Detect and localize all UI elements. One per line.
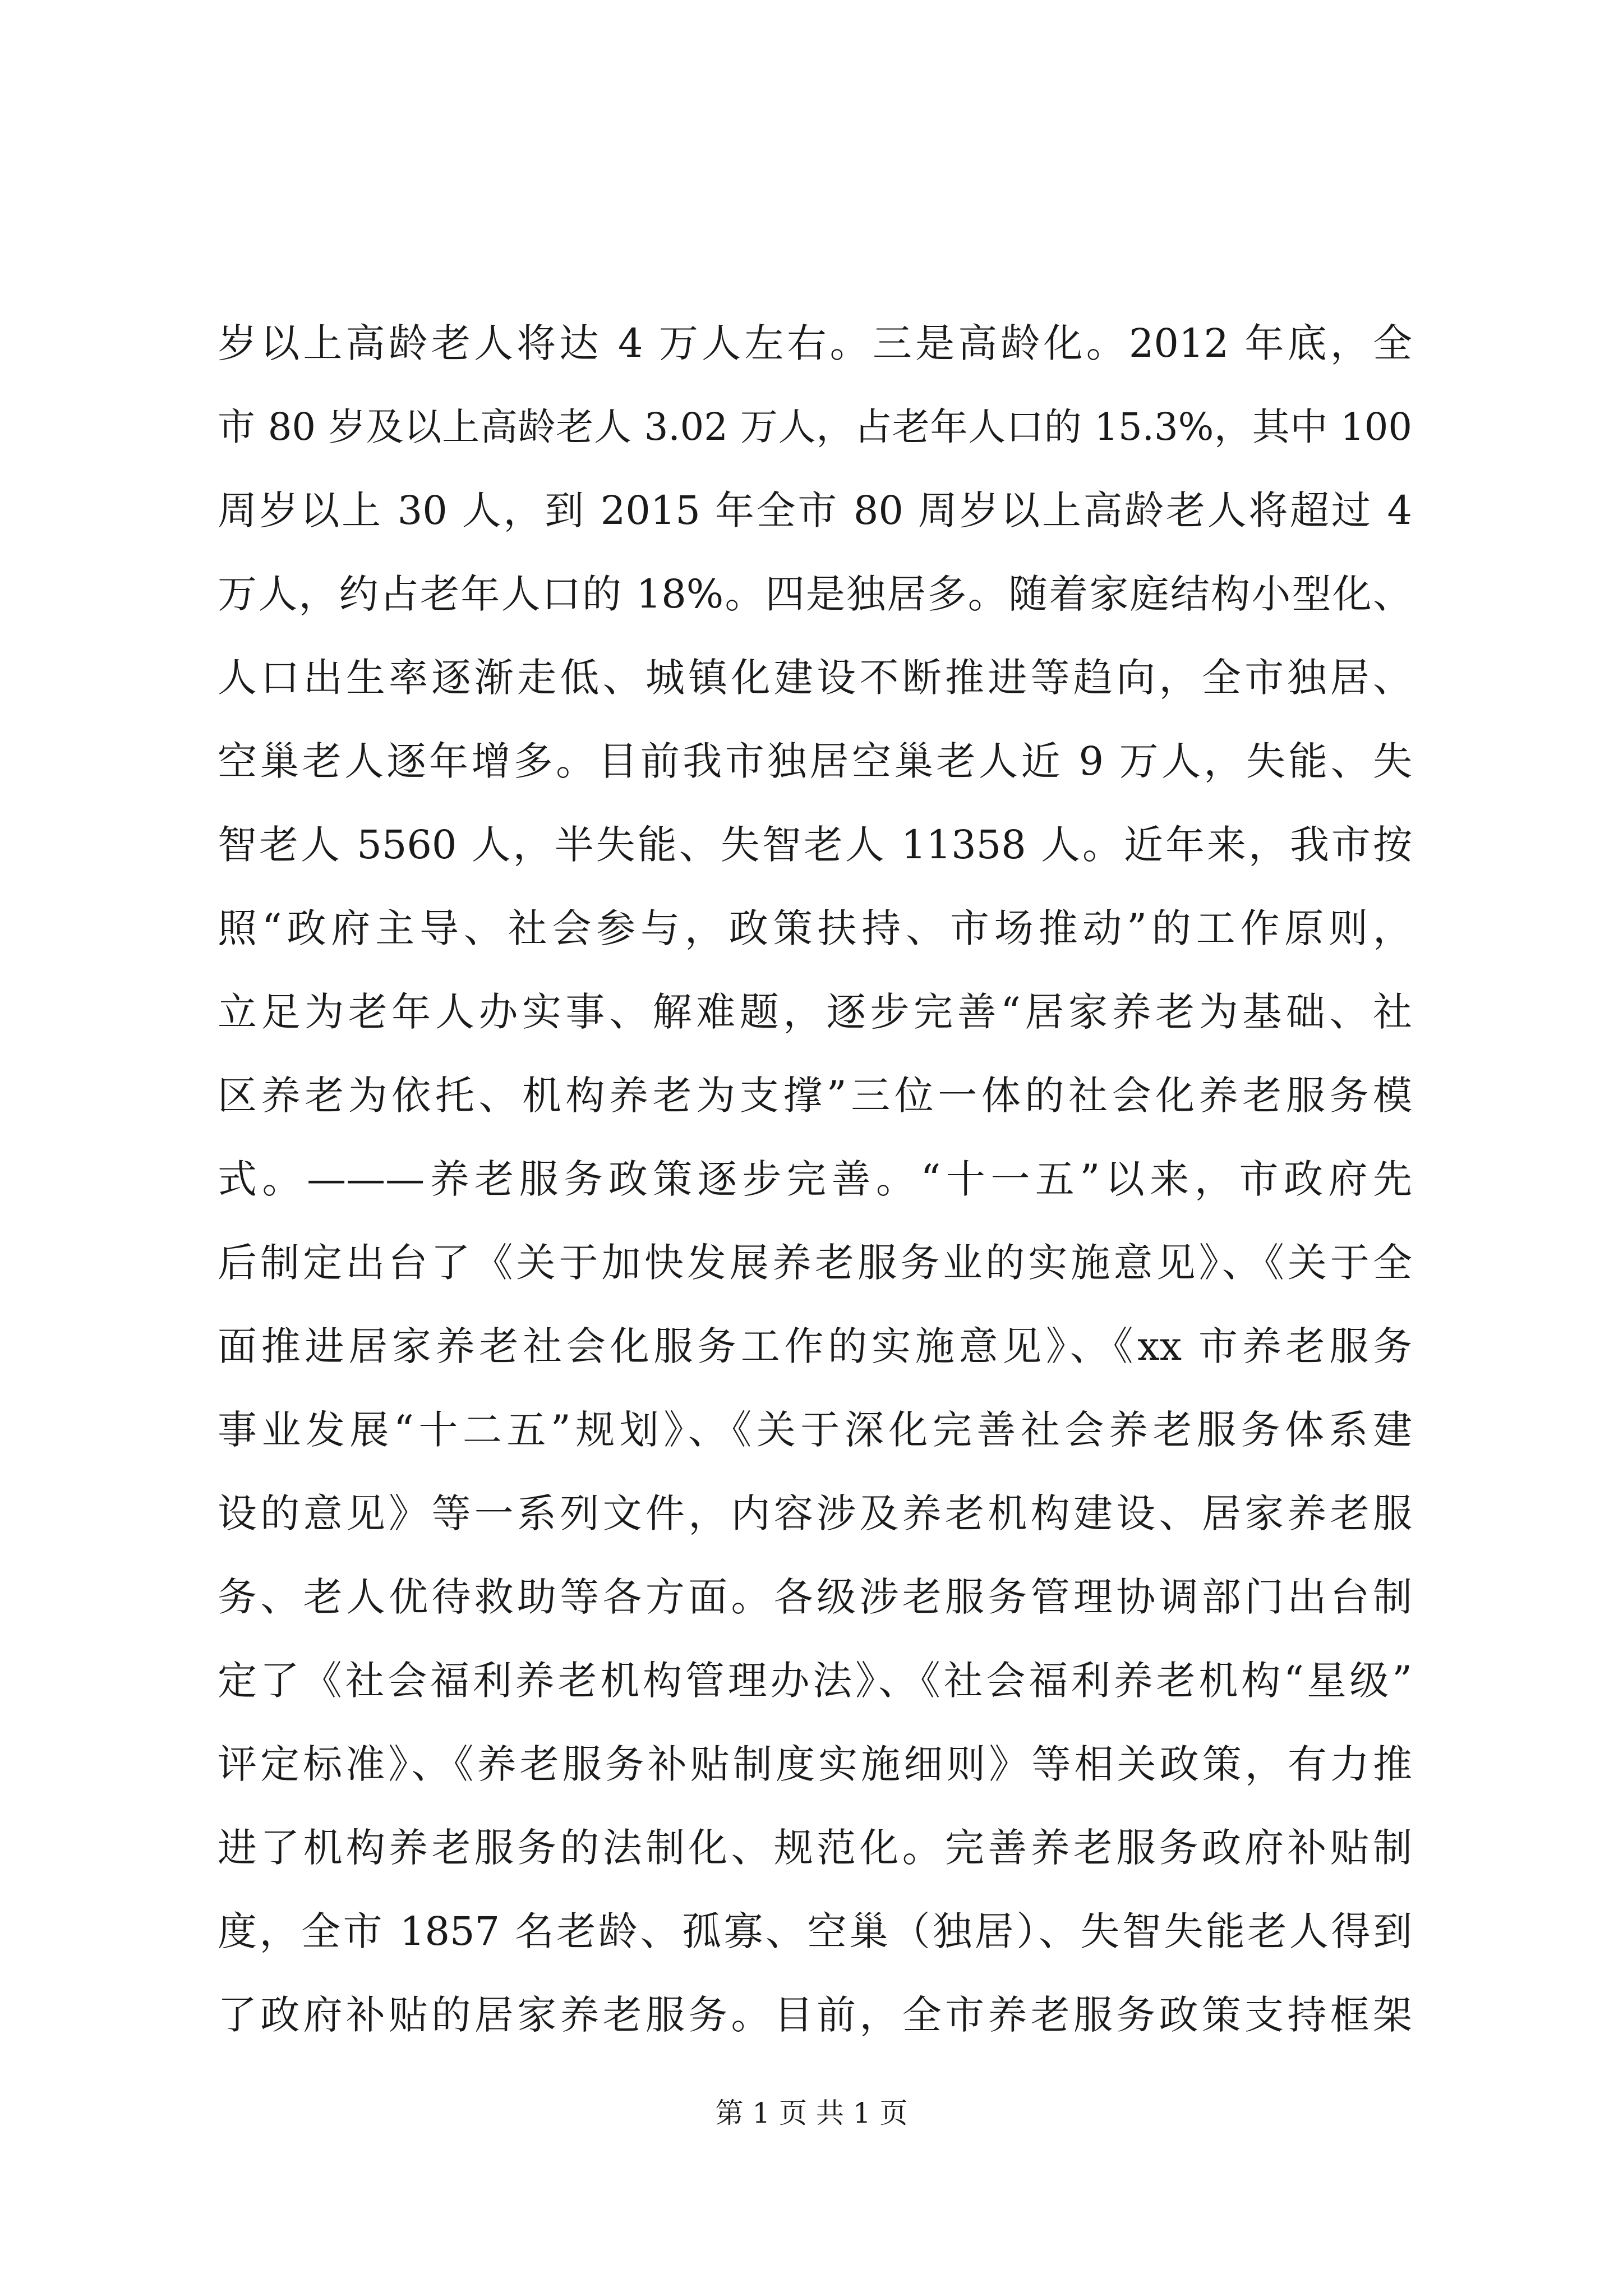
text-line: 人口出生率逐渐走低、城镇化建设不断推进等趋向，全市独居、 (218, 655, 1412, 701)
text-line: 务、老人优待救助等各方面。各级涉老服务管理协调部门出台制 (218, 1574, 1412, 1620)
text-line: 评定标准》、《养老服务补贴制度实施细则》等相关政策，有力推 (218, 1741, 1412, 1787)
text-line: 事业发展“十二五”规划》、《关于深化完善社会养老服务体系建 (218, 1407, 1412, 1453)
text-line: 定了《社会福利养老机构管理办法》、《社会福利养老机构“星级” (218, 1658, 1412, 1704)
text-line: 式。———养老服务政策逐步完善。“十一五”以来，市政府先 (218, 1156, 1412, 1202)
text-line: 区养老为依托、机构养老为支撑”三位一体的社会化养老服务模 (218, 1073, 1412, 1119)
text-line: 度，全市 1857 名老龄、孤寡、空巢（独居）、失智失能老人得到 (218, 1908, 1412, 1954)
page-number-label: 第 1 页 共 1 页 (715, 2097, 908, 2129)
text-line: 智老人 5560 人，半失能、失智老人 11358 人。近年来，我市按 (218, 822, 1412, 868)
text-line: 立足为老年人办实事、解难题，逐步完善“居家养老为基础、社 (218, 989, 1412, 1035)
text-line: 面推进居家养老社会化服务工作的实施意见》、《xx 市养老服务 (218, 1323, 1412, 1369)
text-line: 岁以上高龄老人将达 4 万人左右。三是高龄化。2012 年底，全 (218, 320, 1412, 366)
text-line: 了政府补贴的居家养老服务。目前，全市养老服务政策支持框架 (218, 1992, 1412, 2038)
text-line: 空巢老人逐年增多。目前我市独居空巢老人近 9 万人，失能、失 (218, 738, 1412, 784)
text-line: 进了机构养老服务的法制化、规范化。完善养老服务政府补贴制 (218, 1825, 1412, 1871)
text-line: 设的意见》等一系列文件，内容涉及养老机构建设、居家养老服 (218, 1490, 1412, 1536)
text-line: 市 80 岁及以上高龄老人 3.02 万人，占老年人口的 15.3%，其中 100 (218, 405, 1412, 449)
text-line: 后制定出台了《关于加快发展养老服务业的实施意见》、《关于全 (218, 1240, 1412, 1286)
page-footer (0, 2093, 1623, 2133)
body-text (218, 302, 1412, 2057)
text-line: 周岁以上 30 人，到 2015 年全市 80 周岁以上高龄老人将超过 4 (218, 487, 1412, 533)
text-line: 万人，约占老年人口的 18%。四是独居多。随着家庭结构小型化、 (218, 571, 1412, 617)
text-line: 照“政府主导、社会参与，政策扶持、市场推动”的工作原则， (218, 905, 1412, 951)
